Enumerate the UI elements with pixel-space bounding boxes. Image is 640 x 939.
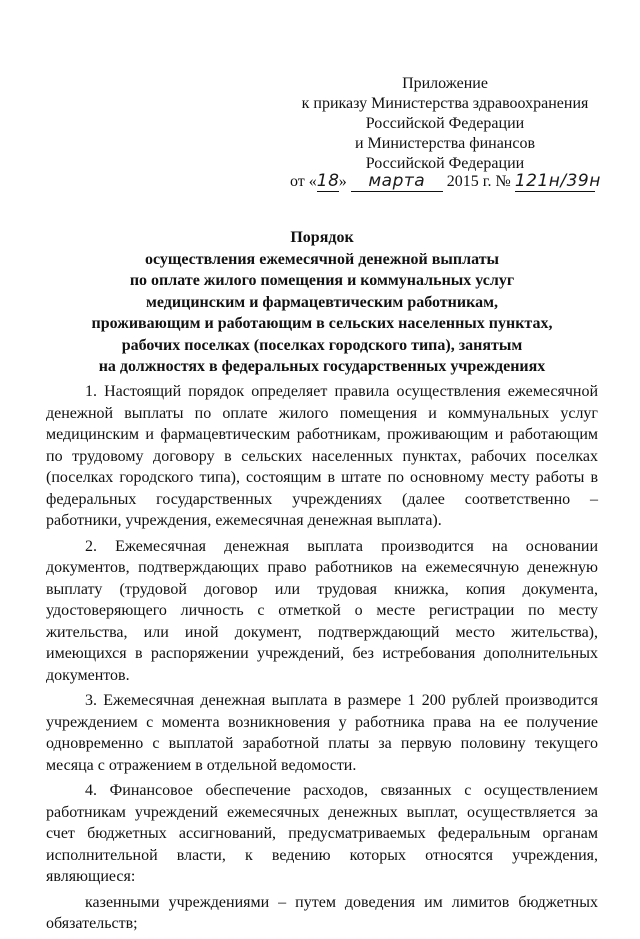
title-line: осуществления ежемесячной денежной выплаты — [144, 250, 500, 268]
appendix-block — [300, 74, 590, 174]
appendix-line: Российской Федерации — [365, 155, 525, 172]
appendix-line: Российской Федерации — [365, 115, 525, 132]
paragraph-1: 1. Настоящий порядок определяет правила осуществления ежемесячной денежной выплаты по оплате жилого помещения и коммунальных услуг медицинским и фармацевтическим работникам, проживающим и работающим по трудовому договору в сельских населенных пунктах, рабочих поселках (поселках городского типа), состоящим в штате по основному месту работы в федеральных государственных учреждениях (далее соответственно – работники, учреждения, ежемесячная денежная выплата). — [46, 383, 598, 529]
paragraph-2: 2. Ежемесячная денежная выплата производится на основании документов, подтверждающих право работников на ежемесячную денежную выплату (трудовой договор или трудовая книжка, копия документа, удостоверяющего личность с отметкой о месте регистрации по месту жительства, или иной документ, подтверждающий место жительства), имеющихся в распоряжении учреждений, без истребования дополнительных документов. — [46, 537, 598, 684]
title-line: Порядок — [290, 229, 354, 246]
date-year-text: 2015 г. № — [446, 173, 511, 190]
title-line: по оплате жилого помещения и коммунальных услуг — [129, 272, 515, 289]
appendix-line: и Министерства финансов — [354, 135, 536, 152]
handwritten-order-number: 121н/39н — [514, 171, 601, 191]
handwritten-day: 18 — [316, 171, 340, 191]
paragraph-3: 3. Ежемесячная денежная выплата в размере 1 200 рублей производится учреждением с момента возникновения у работника права на ее получение одновременно с выплатой заработной платы за первую половину текущего месяца с отражением в отдельной ведомости. — [46, 692, 598, 774]
document-title — [40, 227, 604, 378]
paragraph-4: 4. Финансовое обеспечение расходов, связанных с осуществлением работникам учреждений ежемесячных денежных выплат, осуществляется за счет бюджетных ассигнований, предусматриваемых федеральным органам исполнительной власти, к ведению которых относятся учреждения, являющиеся: — [46, 782, 598, 885]
appendix-line: к приказу Министерства здравоохранения — [301, 95, 589, 112]
title-line: на должностях в федеральных государственных учреждениях — [98, 358, 546, 375]
title-line: медицинским и фармацевтическим работникам, — [146, 293, 498, 311]
paragraph-4-item: казенными учреждениями – путем доведения им лимитов бюджетных обязательств; — [46, 893, 598, 932]
date-prefix: от « — [290, 173, 317, 190]
document-body — [46, 381, 598, 939]
order-date-line — [290, 170, 610, 194]
handwritten-month: марта — [368, 171, 426, 191]
date-day-close: » — [338, 173, 347, 190]
title-line: рабочих поселках (поселках городского типа), занятым — [121, 336, 523, 354]
title-line: проживающим и работающим в сельских населенных пунктах, — [91, 315, 553, 332]
appendix-line: Приложение — [402, 75, 488, 92]
